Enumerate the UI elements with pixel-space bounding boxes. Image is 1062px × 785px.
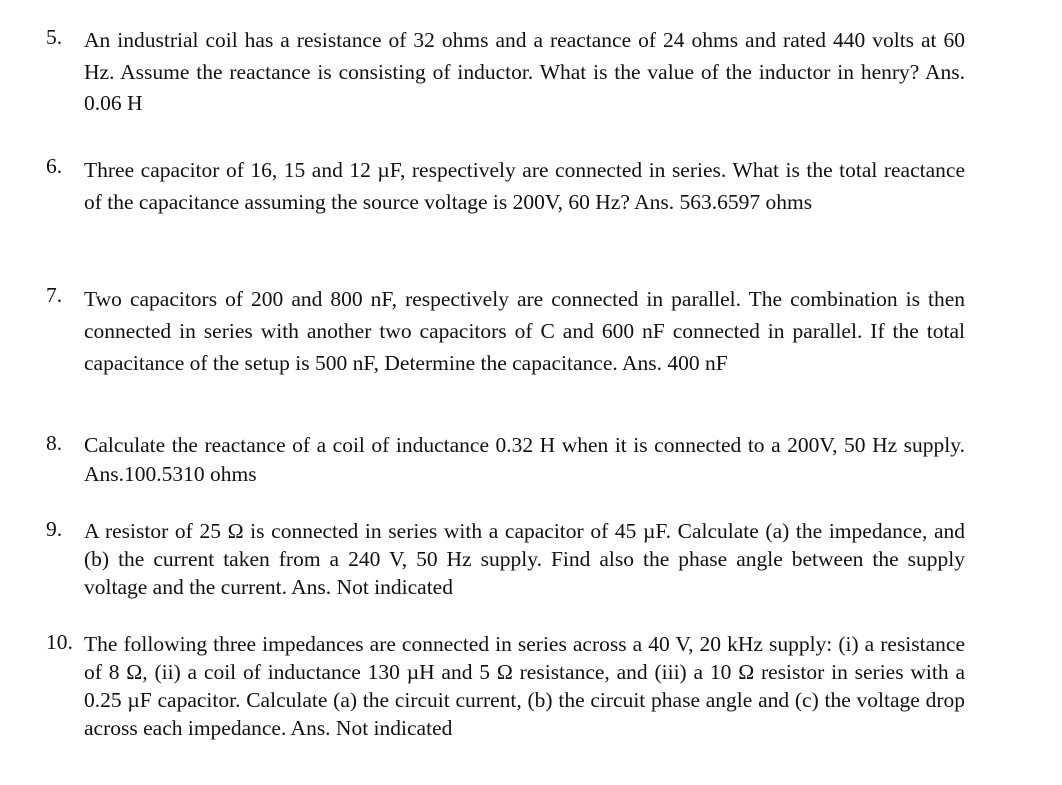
problem-number: 10. [46,630,73,654]
problem-text: An industrial coil has a resistance of 32 ohms and a reactance of 24 ohms and rated 440 volts at 60 Hz. Assume the reactance is consisting of inductor. What is the value of the inductor in henry? Ans. 0.06 H [84,28,965,115]
problem-number: 8. [46,431,63,455]
problem-text: Three capacitor of 16, 15 and 12 µF, respectively are connected in series. What is the total reactance of the capacitance assuming the source voltage is 200V, 60 Hz? Ans. 563.6597 ohms [84,158,965,214]
problem-number: 6. [46,154,63,178]
problem-number: 7. [46,283,63,307]
problem-number: 9. [46,517,63,541]
problem-text: Two capacitors of 200 and 800 nF, respectively are connected in parallel. The combination is then connected in series with another two capacitors of C and 600 nF connected in parallel. If the total capacitance of the setup is 500 nF, Determine the capacitance. Ans. 400 nF [84,287,965,375]
problem-text: The following three impedances are connected in series across a 40 V, 20 kHz supply: (i) a resistance of 8 Ω, (ii) a coil of inductance 130 µH and 5 Ω resistance, and (iii) a 10 Ω resistor in series with a 0.25 µF capacitor. Calculate (a) the circuit current, (b) the circuit phase angle and (c) the voltage drop across each impedance. Ans. Not indicated [84,632,965,740]
problem-text: Calculate the reactance of a coil of inductance 0.32 H when it is connected to a 200V, 50 Hz supply. Ans.100.5310 ohms [84,433,965,486]
problem-text: A resistor of 25 Ω is connected in series with a capacitor of 45 µF. Calculate (a) the impedance, and (b) the current taken from a 240 V, 50 Hz supply. Find also the phase angle between the supply voltage and the current. Ans. Not indicated [84,519,965,599]
problem-number: 5. [46,25,63,49]
